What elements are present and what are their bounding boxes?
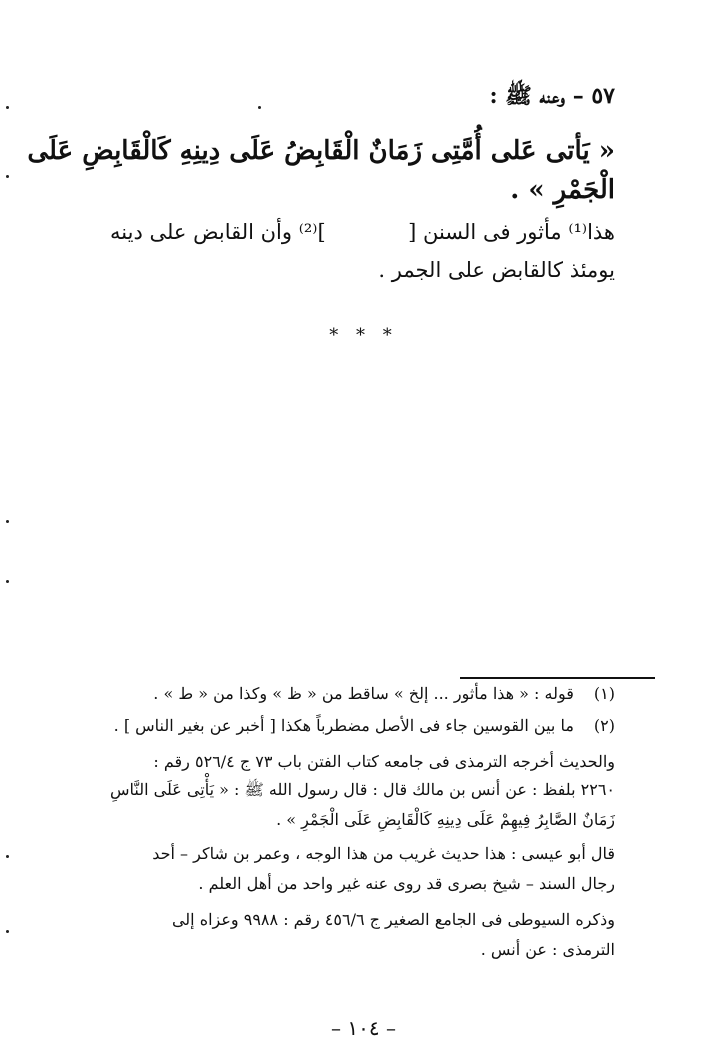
margin-speck [6,520,9,523]
body-line-1-right: هذا⁽¹⁾ مأثور فى السنن [ [408,220,615,244]
margin-speck [6,855,9,858]
hadith-text-line-1: « يَأتى عَلى أُمَّتِى زَمَانٌ الْقَابِضُ عَلَى دِينِهِ كَالْقَابِضِ عَلَى [27,136,615,166]
margin-speck [6,175,9,178]
commentary-line: قال أبو عيسى : هذا حديث غريب من هذا الوجه ، وعمر بن شاكر – أحد [152,844,615,863]
body-line-1 [110,220,615,244]
footnote-divider [460,677,655,679]
footnote-2 [114,716,615,735]
margin-speck [6,930,9,933]
footnote-1 [153,684,615,703]
commentary-line: الترمذى : عن أنس . [480,940,615,959]
page-number: – ١٠٤ – [331,1016,396,1040]
footnote-2-text: ما بين القوسين جاء فى الأصل مضطرباً هكذا [ أخبر عن بغير الناس ] . [113,716,574,735]
footnote-1-text: قوله : « هذا مأثور ... إلخ » ساقط من « ظ » وكذا من « ط » . [153,684,574,703]
margin-speck [258,106,261,109]
hadith-heading: ٥٧ – وعنه ﷺ : [489,83,615,109]
margin-speck [6,580,9,583]
footnote-2-number: (٢) [593,716,615,735]
commentary-line: زَمَانٌ الصَّابِرُ فِيهِمْ عَلَى دِينِهِ كَالْقَابِضِ عَلَى الْجَمْرِ » . [276,810,615,829]
commentary-line: ٢٢٦٠ بلفظ : عن أنس بن مالك قال : قال رسول الله ﷺ : « يَأْتِى عَلَى النَّاسِ [110,780,615,799]
footnote-1-number: (١) [593,684,615,703]
commentary-line: والحديث أخرجه الترمذى فى جامعه كتاب الفتن باب ٧٣ ج ٥٢٦/٤ رقم : [153,752,615,771]
commentary-line: وذكره السيوطى فى الجامع الصغير ج ٤٥٦/٦ رقم : ٩٩٨٨ وعزاه إلى [171,910,615,929]
body-line-1-left: ]⁽²⁾ وأن القابض على دينه [110,220,326,244]
body-line-2: يومئذ كالقابض على الجمر . [378,258,615,282]
commentary-line: رجال السند – شيخ بصرى قد روى عنه غير واحد من أهل العلم . [198,874,615,893]
margin-speck [6,106,9,109]
section-separator: * * * [329,325,398,346]
hadith-text-line-2: الْجَمْرِ » . [510,175,615,205]
